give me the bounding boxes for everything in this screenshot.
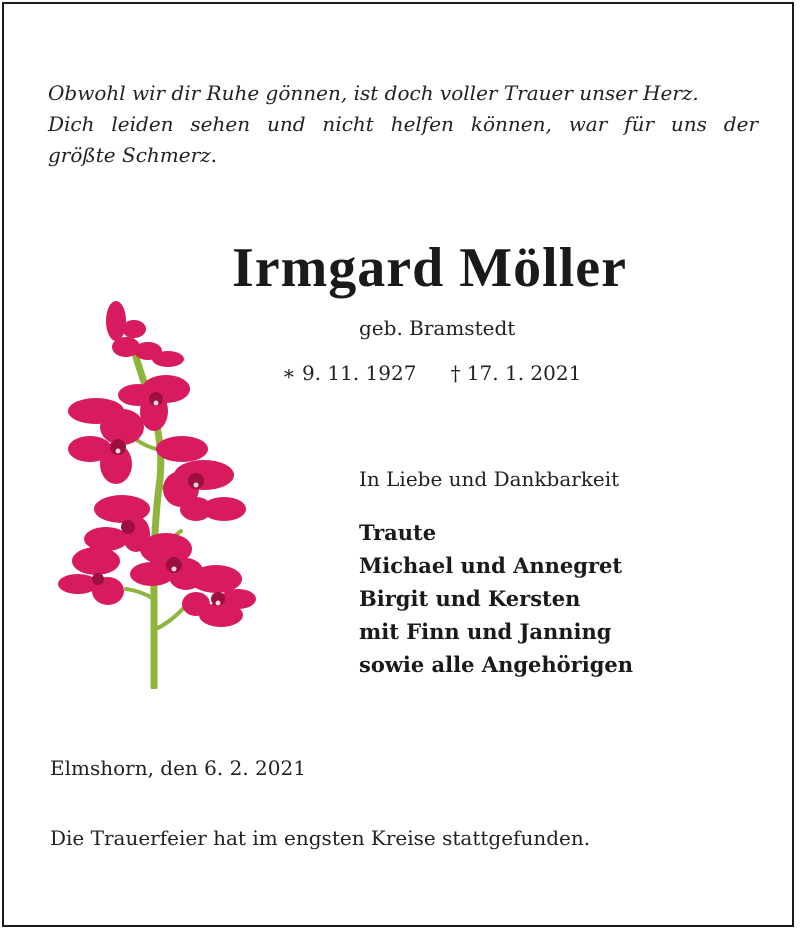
maiden-name: geb. Bramstedt: [359, 316, 516, 340]
funeral-note: Die Trauerfeier hat im engsten Kreise stattgefunden.: [50, 826, 591, 850]
mourner-entry: Birgit und Kersten: [359, 586, 581, 611]
birth-date: ∗ 9. 11. 1927: [282, 361, 417, 385]
poem-line: größte Schmerz.: [48, 143, 218, 167]
life-dates: [282, 361, 581, 385]
mourners-list: [359, 516, 633, 681]
mourner-entry: sowie alle Angehörigen: [359, 652, 634, 677]
mourner-entry: Michael und Annegret: [359, 553, 623, 578]
obituary-notice: [2, 2, 794, 927]
death-date: † 17. 1. 2021: [450, 361, 582, 385]
memorial-poem: [48, 78, 758, 171]
orchid-flower-icon: [56, 299, 256, 689]
place-and-date: Elmshorn, den 6. 2. 2021: [50, 756, 306, 780]
poem-line: Obwohl wir dir Ruhe gönnen, ist doch voller Trauer unser Herz.: [48, 81, 699, 105]
deceased-name: Irmgard Möller: [232, 237, 627, 299]
mourner-entry: Traute: [359, 520, 437, 545]
poem-line: Dich leiden sehen und nicht helfen können, war für uns der: [48, 112, 758, 136]
dedication-line: In Liebe und Dankbarkeit: [359, 467, 620, 491]
mourner-entry: mit Finn und Janning: [359, 619, 612, 644]
